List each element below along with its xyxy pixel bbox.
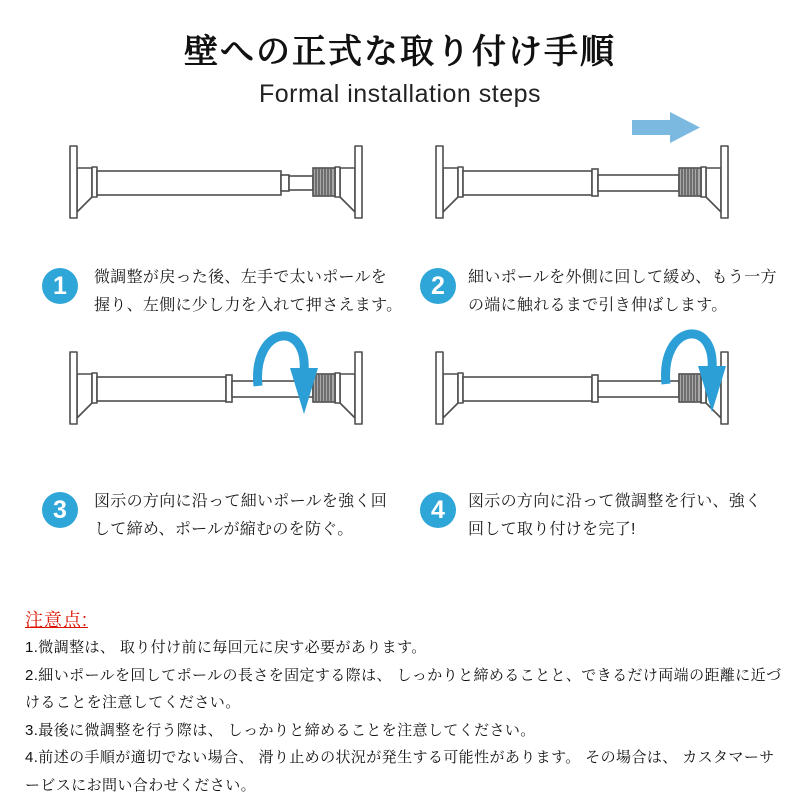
tension-rod-extended-icon [432, 106, 732, 236]
step-3-text [94, 488, 387, 544]
note-item-2-line-1: 2.細いポールを回してポールの長さを固定する際は、 しっかりと締めることと、できるだけ両端の距離に近づ [25, 666, 782, 684]
tension-rod-extended-icon [66, 312, 366, 442]
step-4-text-line-2: 回して取り付けを完了! [468, 521, 636, 538]
step-2-text-line-1: 細いポールを外側に回して緩め、もう一方 [468, 269, 777, 286]
note-item-4-line-1: 4.前述の手順が適切でない場合、 滑り止めの状況が発生する可能性があります。 その場合は、 カスタマーサ [25, 749, 775, 766]
notes-list [25, 634, 785, 799]
note-item-4-line-2: ービスにお問い合わせください。 [25, 776, 257, 794]
step-4-text-line-1: 図示の方向に沿って微調整を行い、強く [468, 493, 762, 510]
step-1-text [94, 264, 402, 320]
note-item-3: 3.最後に微調整を行う際は、 しっかりと締めることを注意してください。 [25, 721, 536, 739]
step-1-illustration [66, 106, 366, 236]
step-1-text-line-1: 微調整が戻った後、左手で太いポールを [94, 269, 388, 286]
step-4-number-badge: 4 [420, 492, 456, 528]
step-3-number-badge: 3 [42, 492, 78, 528]
note-item-2-line-2: けることを注意してください。 [25, 694, 241, 711]
arrow-right-icon [632, 112, 700, 143]
page-title: 壁への正式な取り付け手順 [184, 33, 616, 71]
step-2-number-badge: 2 [420, 268, 456, 304]
step-3-text-line-2: して締め、ポールが縮むのを防ぐ。 [94, 521, 354, 538]
rotate-down-arrow-icon [258, 336, 318, 414]
notes-heading: 注意点: [25, 610, 89, 630]
step-4-illustration [432, 312, 732, 442]
note-item-1: 1.微調整は、 取り付け前に毎回元に戻す必要があります。 [25, 639, 427, 656]
tension-rod-retracted-icon [66, 106, 366, 236]
step-2-illustration [432, 106, 732, 236]
step-3-illustration [66, 312, 366, 442]
step-2-text-line-2: の端に触れるまで引き伸ばします。 [468, 297, 728, 314]
step-4-text [468, 488, 761, 544]
tension-rod-extended-icon [432, 312, 732, 442]
step-3-text-line-1: 図示の方向に沿って細いポールを強く回 [94, 493, 388, 510]
step-1-text-line-2: 握り、左側に少し力を入れて押さえます。 [94, 297, 403, 314]
page-subtitle: Formal installation steps [258, 80, 542, 108]
step-1-number-badge: 1 [42, 268, 78, 304]
step-2-text [468, 264, 777, 320]
